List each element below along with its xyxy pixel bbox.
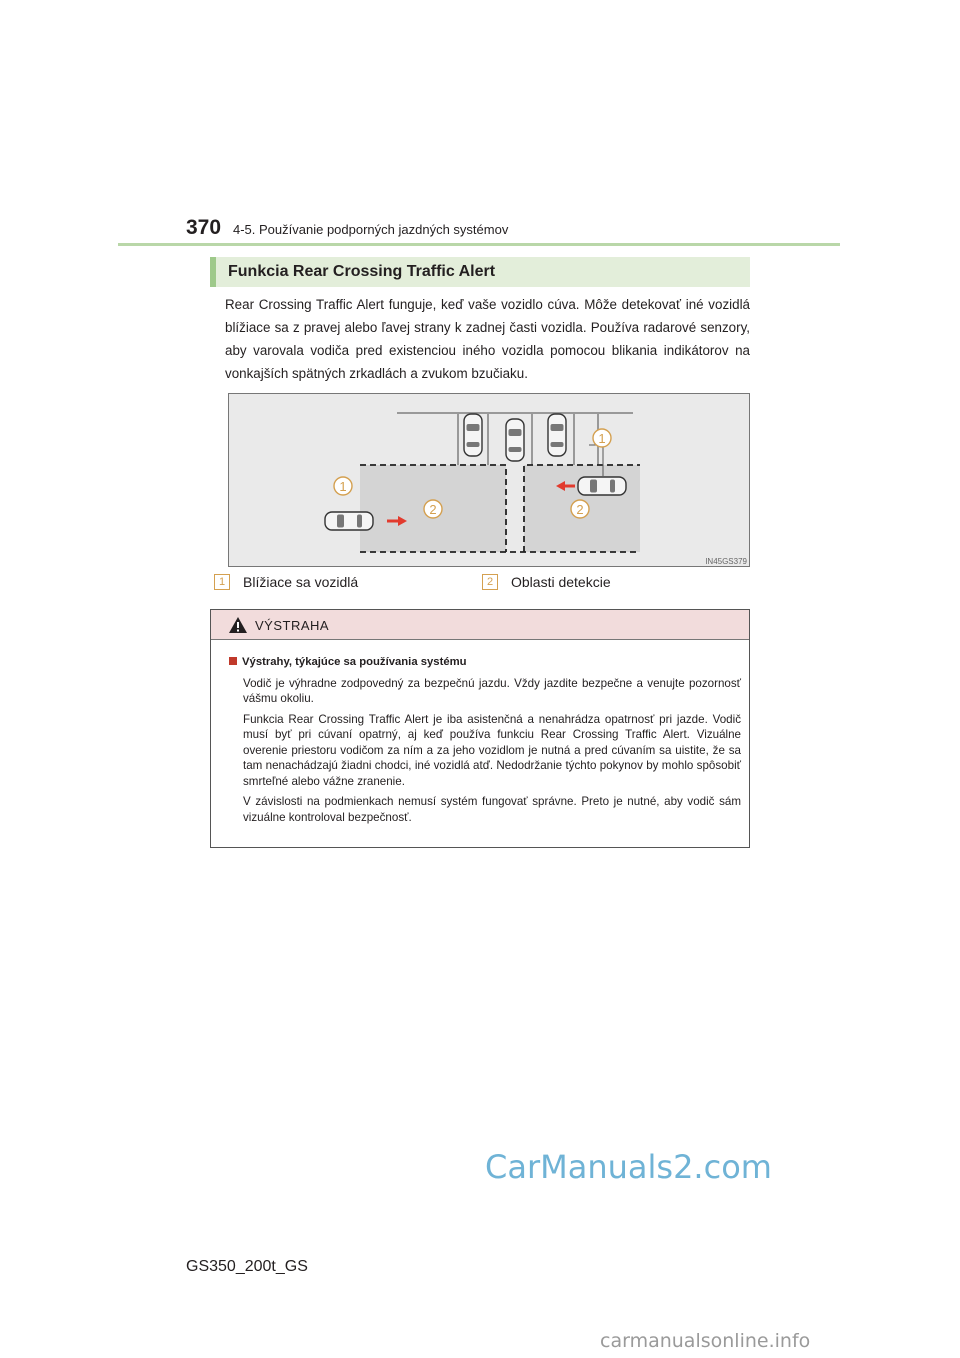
warning-paragraph: Funkcia Rear Crossing Traffic Alert je iba asistenčná a nenahrádza opatrnosť pri jazde. Vodič musí byť pri cúvaní opatrný, aj keď používa funkciu Rear Crossing Traffic Alert. Vizuálne overenie priestoru vodičom za ním a za jeho vozidlom je nutná a pred cúvaním sa uistite, že sa tam nenachádzajú žiadni chodci, iné vozidlá atď. Nedodržanie týchto pokynov by mohlo spôsobiť smrteľné alebo vážne zranenie. — [243, 712, 741, 788]
watermark-bottom: carmanualsonline.info — [600, 1330, 811, 1352]
legend-label: Blížiace sa vozidlá — [243, 574, 359, 590]
svg-text:1: 1 — [598, 431, 606, 446]
model-code: GS350_200t_GS — [186, 1258, 308, 1275]
section-heading-text: Funkcia Rear Crossing Traffic Alert — [228, 263, 496, 280]
header-divider — [118, 243, 840, 246]
section-heading — [210, 257, 750, 287]
svg-text:2: 2 — [429, 502, 437, 517]
own-car — [506, 419, 524, 461]
warning-header — [211, 610, 749, 640]
marker-2-left — [424, 500, 442, 518]
chapter-title: 4-5. Používanie podporných jazdných systémov — [233, 222, 509, 237]
approaching-car-right — [578, 477, 626, 495]
figure-code: IN45GS379 — [705, 557, 747, 566]
svg-text:1: 1 — [339, 479, 347, 494]
intro-paragraph: Rear Crossing Traffic Alert funguje, keď vaše vozidlo cúva. Môže detekovať iné vozidlá blížiace sa z pravej alebo ľavej strany k zadnej časti vozidla. Používa radarové senzory, aby varovala vodiča pred existenciou iného vozidla pomocou blikania indikátorov na vonkajších spätných zrkadlách a zvukom bzučiaku. — [225, 297, 750, 381]
legend-item-detection — [482, 574, 611, 590]
rcta-illustration — [228, 393, 750, 567]
page-number: 370 — [186, 216, 222, 239]
warning-paragraph: Vodič je výhradne zodpovedný za bezpečnú jazdu. Vždy jazdite bezpečne a venujte pozornosť vášmu okoliu. — [243, 676, 741, 705]
warning-paragraph: V závislosti na podmienkach nemusí systém fungovať správne. Preto je nutné, aby vodič sám vizuálne kontroloval bezpečnosť. — [243, 795, 741, 824]
warning-triangle-icon — [228, 616, 248, 634]
svg-text:2: 2 — [576, 502, 584, 517]
legend-number: 1 — [214, 574, 230, 590]
warning-subtitle: Výstrahy, týkajúce sa používania systému — [229, 655, 741, 671]
marker-1-right — [593, 429, 611, 447]
warning-body — [229, 655, 741, 830]
legend-item-approaching — [214, 574, 358, 590]
parked-car-1 — [464, 414, 482, 456]
legend-label: Oblasti detekcie — [511, 574, 611, 590]
warning-box — [210, 609, 750, 848]
rcta-diagram — [229, 394, 751, 568]
approaching-car-left — [325, 512, 373, 530]
watermark: CarManuals2.com — [485, 1148, 772, 1186]
marker-2-right — [571, 500, 589, 518]
legend-number: 2 — [482, 574, 498, 590]
marker-1-left — [334, 477, 352, 495]
parked-car-3 — [548, 414, 566, 456]
bullet-square-icon — [229, 657, 237, 665]
warning-title: VÝSTRAHA — [255, 618, 330, 633]
